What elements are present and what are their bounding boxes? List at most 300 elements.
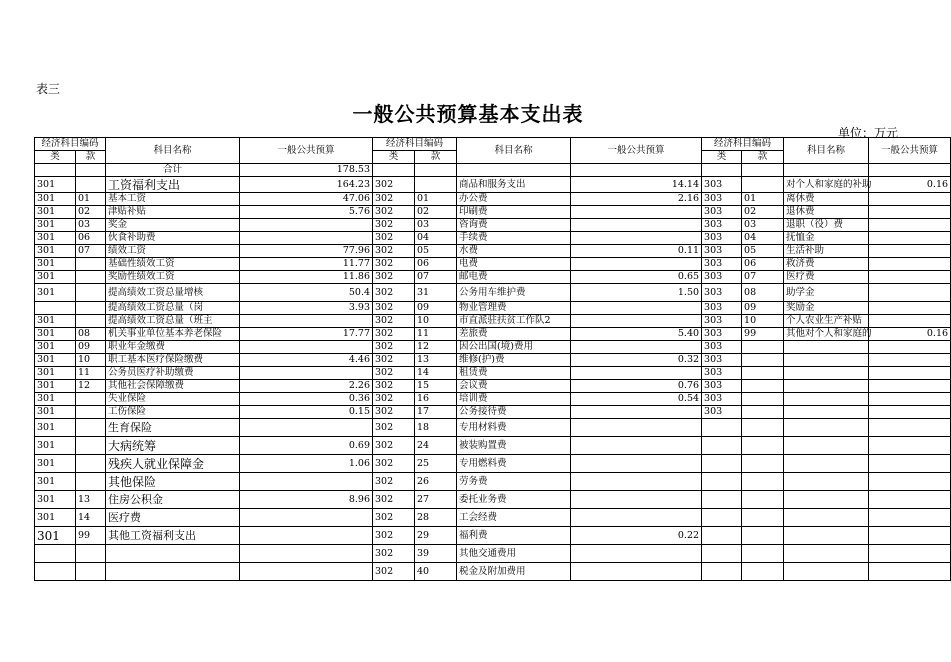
- table-row: [35, 315, 951, 328]
- class-code-cell: 301: [35, 419, 76, 437]
- class-code-cell: 301: [35, 328, 76, 341]
- item-code-cell: 12: [415, 341, 457, 354]
- subject-name-cell: 工会经费: [457, 509, 571, 527]
- subject-name-cell: 委托业务费: [457, 491, 571, 509]
- budget-amount-cell: [869, 380, 951, 393]
- subject-name-cell: 提高绩效工资总量（岗: [106, 302, 240, 315]
- budget-amount-cell: [571, 545, 702, 563]
- subject-name-cell: 其他工资福利支出: [106, 527, 240, 545]
- subject-name-cell: 维修(护)费: [457, 354, 571, 367]
- class-code-cell: 302: [373, 563, 415, 581]
- item-code-cell: [742, 509, 784, 527]
- table-row: [35, 406, 951, 419]
- budget-amount-cell: [571, 341, 702, 354]
- item-code-cell: 04: [742, 232, 784, 245]
- item-code-cell: 99: [742, 328, 784, 341]
- subject-name-cell: 培训费: [457, 393, 571, 406]
- item-code-cell: 11: [415, 328, 457, 341]
- item-code-cell: 07: [415, 271, 457, 284]
- budget-amount-cell: 0.69: [240, 437, 373, 455]
- class-code-cell: [702, 473, 742, 491]
- class-code-cell: 302: [373, 491, 415, 509]
- budget-amount-cell: [571, 219, 702, 232]
- budget-amount-cell: [869, 437, 951, 455]
- item-code-cell: 15: [415, 380, 457, 393]
- budget-amount-cell: 77.96: [240, 245, 373, 258]
- item-code-cell: [76, 271, 106, 284]
- class-code-cell: 301: [35, 491, 76, 509]
- budget-amount-cell: 0.22: [571, 527, 702, 545]
- item-code-cell: 28: [415, 509, 457, 527]
- class-code-cell: 303: [702, 232, 742, 245]
- budget-amount-cell: 0.32: [571, 354, 702, 367]
- table-row: [35, 380, 951, 393]
- budget-amount-cell: [869, 354, 951, 367]
- class-code-cell: 303: [702, 315, 742, 328]
- class-code-cell: 301: [35, 527, 76, 545]
- subject-name-cell: 因公出国(境)费用: [457, 341, 571, 354]
- subject-name-cell: 其他社会保障缴费: [106, 380, 240, 393]
- item-code-cell: 18: [415, 419, 457, 437]
- budget-amount-cell: [869, 219, 951, 232]
- subject-name-cell: 物业管理费: [457, 302, 571, 315]
- class-code-cell: [35, 563, 76, 581]
- class-code-cell: 303: [702, 302, 742, 315]
- item-code-cell: [415, 177, 457, 193]
- budget-amount-cell: 164.23: [240, 177, 373, 193]
- budget-amount-cell: 5.40: [571, 328, 702, 341]
- budget-amount-cell: [571, 315, 702, 328]
- budget-amount-cell: [240, 563, 373, 581]
- class-code-cell: 301: [35, 341, 76, 354]
- page-title: 一般公共预算基本支出表: [352, 102, 584, 126]
- class-code-cell: 303: [702, 393, 742, 406]
- class-code-cell: [702, 419, 742, 437]
- subject-name-cell: [784, 419, 869, 437]
- table-row: [35, 271, 951, 284]
- item-code-cell: [76, 473, 106, 491]
- item-code-cell: [742, 380, 784, 393]
- item-code-cell: 01: [415, 193, 457, 206]
- class-code-cell: 301: [35, 367, 76, 380]
- item-code-cell: [76, 258, 106, 271]
- item-code-cell: 06: [76, 232, 106, 245]
- item-code-cell: 10: [76, 354, 106, 367]
- table-row: [35, 258, 951, 271]
- budget-header: 一般公共预算: [869, 138, 951, 164]
- budget-header: 一般公共预算: [571, 138, 702, 164]
- item-code-cell: 03: [742, 219, 784, 232]
- budget-amount-cell: [869, 258, 951, 271]
- budget-amount-cell: 1.06: [240, 455, 373, 473]
- budget-amount-cell: [571, 232, 702, 245]
- subject-name-cell: 助学金: [784, 284, 869, 302]
- budget-amount-cell: [571, 302, 702, 315]
- subject-name-cell: [784, 341, 869, 354]
- class-code-cell: 302: [373, 545, 415, 563]
- class-code-cell: 302: [373, 354, 415, 367]
- class-code-cell: [35, 545, 76, 563]
- subject-name-cell: 电费: [457, 258, 571, 271]
- item-code-cell: [742, 367, 784, 380]
- budget-amount-cell: [869, 455, 951, 473]
- class-code-cell: 301: [35, 193, 76, 206]
- class-code-cell: 301: [35, 473, 76, 491]
- table-row: [35, 509, 951, 527]
- subject-name-cell: [784, 437, 869, 455]
- item-code-cell: 02: [76, 206, 106, 219]
- subject-name-cell: 离休费: [784, 193, 869, 206]
- budget-amount-cell: [571, 455, 702, 473]
- subject-name-cell: 失业保险: [106, 393, 240, 406]
- subject-name-cell: [106, 563, 240, 581]
- table-row: [35, 219, 951, 232]
- budget-amount-cell: [869, 341, 951, 354]
- budget-amount-cell: [869, 527, 951, 545]
- class-header: 类: [373, 151, 415, 164]
- subject-name-cell: 伙食补助费: [106, 232, 240, 245]
- item-code-cell: [742, 177, 784, 193]
- item-code-cell: [76, 419, 106, 437]
- header-row: [35, 138, 951, 151]
- budget-amount-cell: [869, 545, 951, 563]
- item-code-cell: 14: [415, 367, 457, 380]
- budget-amount-cell: [240, 509, 373, 527]
- item-code-cell: 29: [415, 527, 457, 545]
- budget-amount-cell: [240, 315, 373, 328]
- item-code-cell: [76, 563, 106, 581]
- class-code-cell: 303: [702, 354, 742, 367]
- subject-name-cell: 商品和服务支出: [457, 177, 571, 193]
- budget-amount-cell: 50.4: [240, 284, 373, 302]
- class-code-cell: 301: [35, 206, 76, 219]
- unit-label: 单位：万元: [837, 126, 898, 140]
- econ-code-header: 经济科目编码: [35, 138, 106, 151]
- class-code-cell: 302: [373, 245, 415, 258]
- item-code-cell: 17: [415, 406, 457, 419]
- budget-amount-cell: [240, 527, 373, 545]
- budget-amount-cell: 1.50: [571, 284, 702, 302]
- table-row: [35, 437, 951, 455]
- subject-name-cell: [784, 527, 869, 545]
- budget-amount-cell: [869, 315, 951, 328]
- subject-name-cell: 提高绩效工资总量（班主: [106, 315, 240, 328]
- budget-amount-cell: 0.16: [869, 328, 951, 341]
- subject-name-cell: 生育保险: [106, 419, 240, 437]
- class-code-cell: 302: [373, 393, 415, 406]
- item-code-cell: [742, 491, 784, 509]
- class-code-cell: 302: [373, 380, 415, 393]
- class-code-cell: 302: [373, 258, 415, 271]
- subject-name-cell: 专用燃料费: [457, 455, 571, 473]
- subject-name-cell: 大病统筹: [106, 437, 240, 455]
- class-code-cell: 302: [373, 509, 415, 527]
- item-code-cell: 12: [76, 380, 106, 393]
- subject-name-cell: 生活补助: [784, 245, 869, 258]
- subject-name-cell: 退职（役）费: [784, 219, 869, 232]
- budget-amount-cell: 4.46: [240, 354, 373, 367]
- item-code-cell: 13: [76, 491, 106, 509]
- table-row: [35, 245, 951, 258]
- class-code-cell: 301: [35, 437, 76, 455]
- item-code-cell: 10: [742, 315, 784, 328]
- subject-name-cell: 其他交通费用: [457, 545, 571, 563]
- table-row: [35, 491, 951, 509]
- budget-amount-cell: 5.76: [240, 206, 373, 219]
- budget-amount-cell: 3.93: [240, 302, 373, 315]
- item-code-cell: [742, 455, 784, 473]
- class-code-cell: 303: [702, 177, 742, 193]
- class-code-cell: 303: [702, 284, 742, 302]
- item-code-cell: [76, 437, 106, 455]
- class-code-cell: 301: [35, 455, 76, 473]
- budget-amount-cell: [571, 563, 702, 581]
- subject-name-cell: 奖励金: [784, 302, 869, 315]
- item-code-cell: 13: [415, 354, 457, 367]
- subject-name-cell: 水费: [457, 245, 571, 258]
- budget-amount-cell: 17.77: [240, 328, 373, 341]
- table-row: [35, 473, 951, 491]
- item-code-cell: 39: [415, 545, 457, 563]
- class-code-cell: 302: [373, 315, 415, 328]
- item-code-cell: 01: [76, 193, 106, 206]
- subject-name-cell: 咨询费: [457, 219, 571, 232]
- table-row: [35, 284, 951, 302]
- class-header: 类: [702, 151, 742, 164]
- econ-code-header: 经济科目编码: [373, 138, 457, 151]
- budget-amount-cell: 0.11: [571, 245, 702, 258]
- class-code-cell: 303: [702, 219, 742, 232]
- subject-name-cell: 印刷费: [457, 206, 571, 219]
- subject-name-cell: [784, 491, 869, 509]
- subject-name-header: 科目名称: [106, 138, 240, 164]
- item-code-cell: [76, 284, 106, 302]
- table-label: 表三: [36, 82, 61, 96]
- budget-amount-cell: 0.65: [571, 271, 702, 284]
- subject-name-cell: 基础性绩效工资: [106, 258, 240, 271]
- class-code-cell: [702, 527, 742, 545]
- budget-amount-cell: 14.14: [571, 177, 702, 193]
- subject-name-cell: 税金及附加费用: [457, 563, 571, 581]
- item-code-cell: [76, 302, 106, 315]
- class-code-cell: [702, 491, 742, 509]
- class-code-cell: 301: [35, 315, 76, 328]
- budget-amount-cell: [869, 206, 951, 219]
- item-code-cell: [742, 393, 784, 406]
- item-header: 款: [76, 151, 106, 164]
- budget-amount-cell: 8.96: [240, 491, 373, 509]
- item-code-cell: 02: [415, 206, 457, 219]
- class-code-cell: [702, 545, 742, 563]
- table-row: [35, 302, 951, 315]
- class-code-cell: 301: [35, 258, 76, 271]
- item-code-cell: [742, 354, 784, 367]
- budget-amount-cell: [869, 563, 951, 581]
- class-code-cell: 301: [35, 354, 76, 367]
- class-code-cell: 302: [373, 367, 415, 380]
- table-row: [35, 527, 951, 545]
- class-code-cell: 303: [702, 258, 742, 271]
- class-code-cell: 303: [702, 406, 742, 419]
- item-header: 款: [415, 151, 457, 164]
- subject-name-cell: [784, 545, 869, 563]
- table-row: [35, 545, 951, 563]
- class-code-cell: 302: [373, 328, 415, 341]
- class-code-cell: 302: [373, 527, 415, 545]
- class-code-cell: [702, 509, 742, 527]
- class-code-cell: 301: [35, 232, 76, 245]
- class-code-cell: 302: [373, 302, 415, 315]
- budget-amount-cell: 11.77: [240, 258, 373, 271]
- total-label: 合计: [106, 164, 240, 177]
- budget-amount-cell: [869, 271, 951, 284]
- class-code-cell: [702, 437, 742, 455]
- subject-name-cell: 津贴补贴: [106, 206, 240, 219]
- budget-amount-cell: [869, 491, 951, 509]
- item-code-cell: 03: [415, 219, 457, 232]
- budget-expenditure-table: [34, 137, 951, 581]
- item-code-cell: 06: [742, 258, 784, 271]
- budget-amount-cell: [240, 545, 373, 563]
- class-code-cell: 303: [702, 271, 742, 284]
- item-code-cell: [742, 473, 784, 491]
- budget-amount-cell: [571, 258, 702, 271]
- item-code-cell: 01: [742, 193, 784, 206]
- budget-amount-cell: [240, 419, 373, 437]
- item-code-cell: 05: [742, 245, 784, 258]
- item-code-cell: 02: [742, 206, 784, 219]
- budget-amount-cell: [869, 284, 951, 302]
- class-code-cell: 303: [702, 206, 742, 219]
- subject-name-cell: 职业年金缴费: [106, 341, 240, 354]
- subject-name-cell: 住房公积金: [106, 491, 240, 509]
- class-code-cell: 302: [373, 232, 415, 245]
- item-code-cell: [742, 406, 784, 419]
- item-code-cell: 04: [415, 232, 457, 245]
- class-code-cell: 303: [702, 328, 742, 341]
- class-code-cell: 302: [373, 193, 415, 206]
- item-code-cell: [742, 545, 784, 563]
- budget-amount-cell: [571, 437, 702, 455]
- subject-name-cell: 办公费: [457, 193, 571, 206]
- subject-name-cell: 会议费: [457, 380, 571, 393]
- subject-name-header: 科目名称: [457, 138, 571, 164]
- table-row: [35, 193, 951, 206]
- subject-name-cell: 医疗费: [784, 271, 869, 284]
- budget-amount-cell: [240, 232, 373, 245]
- table-row: [35, 206, 951, 219]
- subject-name-cell: 退休费: [784, 206, 869, 219]
- class-code-cell: 302: [373, 284, 415, 302]
- class-code-cell: 301: [35, 509, 76, 527]
- class-code-cell: 303: [702, 193, 742, 206]
- subject-name-cell: 公务员医疗补助缴费: [106, 367, 240, 380]
- subject-name-cell: 提高绩效工资总量增核: [106, 284, 240, 302]
- class-code-cell: 302: [373, 206, 415, 219]
- item-code-cell: 40: [415, 563, 457, 581]
- item-header: 款: [742, 151, 784, 164]
- item-code-cell: 03: [76, 219, 106, 232]
- subject-name-cell: 奖励性绩效工资: [106, 271, 240, 284]
- class-code-cell: 301: [35, 406, 76, 419]
- table-row: [35, 177, 951, 193]
- subject-name-cell: 公务接待费: [457, 406, 571, 419]
- item-code-cell: [76, 315, 106, 328]
- class-code-cell: [702, 563, 742, 581]
- item-code-cell: [742, 563, 784, 581]
- budget-amount-cell: [869, 245, 951, 258]
- subject-name-cell: 职工基本医疗保险缴费: [106, 354, 240, 367]
- budget-amount-cell: [869, 232, 951, 245]
- subject-name-cell: [784, 367, 869, 380]
- subject-name-cell: 基本工资: [106, 193, 240, 206]
- subject-name-cell: 差旅费: [457, 328, 571, 341]
- subject-name-header: 科目名称: [784, 138, 869, 164]
- budget-amount-cell: 2.26: [240, 380, 373, 393]
- table-row: [35, 455, 951, 473]
- subject-name-cell: [784, 509, 869, 527]
- subject-name-cell: [784, 393, 869, 406]
- class-code-cell: 302: [373, 271, 415, 284]
- subject-name-cell: 专用材料费: [457, 419, 571, 437]
- table-row: [35, 328, 951, 341]
- class-code-cell: 303: [702, 367, 742, 380]
- table-row: [35, 393, 951, 406]
- subject-name-cell: [784, 354, 869, 367]
- subject-name-cell: 劳务费: [457, 473, 571, 491]
- item-code-cell: 06: [415, 258, 457, 271]
- class-code-cell: 302: [373, 341, 415, 354]
- item-code-cell: [76, 393, 106, 406]
- table-row: [35, 563, 951, 581]
- subject-name-cell: [784, 473, 869, 491]
- class-code-cell: 301: [35, 284, 76, 302]
- subject-name-cell: [784, 455, 869, 473]
- subject-name-cell: 个人农业生产补贴: [784, 315, 869, 328]
- class-code-cell: [702, 455, 742, 473]
- subject-name-cell: 邮电费: [457, 271, 571, 284]
- budget-amount-cell: 11.86: [240, 271, 373, 284]
- class-code-cell: 302: [373, 219, 415, 232]
- item-code-cell: 11: [76, 367, 106, 380]
- table-row: [35, 354, 951, 367]
- subject-name-cell: 奖金: [106, 219, 240, 232]
- budget-amount-cell: [571, 367, 702, 380]
- class-code-cell: 303: [702, 380, 742, 393]
- class-code-cell: [35, 302, 76, 315]
- item-code-cell: 25: [415, 455, 457, 473]
- item-code-cell: [742, 527, 784, 545]
- budget-amount-cell: [571, 491, 702, 509]
- item-code-cell: 07: [76, 245, 106, 258]
- budget-amount-cell: [869, 393, 951, 406]
- subject-name-cell: [784, 380, 869, 393]
- budget-amount-cell: [571, 206, 702, 219]
- item-code-cell: [742, 437, 784, 455]
- table-row: [35, 367, 951, 380]
- class-code-cell: 302: [373, 406, 415, 419]
- table-row: [35, 341, 951, 354]
- subject-name-cell: 其他保险: [106, 473, 240, 491]
- item-code-cell: [76, 406, 106, 419]
- subject-name-cell: 机关事业单位基本养老保险: [106, 328, 240, 341]
- class-code-cell: 301: [35, 271, 76, 284]
- class-code-cell: 302: [373, 455, 415, 473]
- class-code-cell: 301: [35, 380, 76, 393]
- subject-name-cell: 残疾人就业保障金: [106, 455, 240, 473]
- class-code-cell: 302: [373, 473, 415, 491]
- budget-amount-cell: [571, 406, 702, 419]
